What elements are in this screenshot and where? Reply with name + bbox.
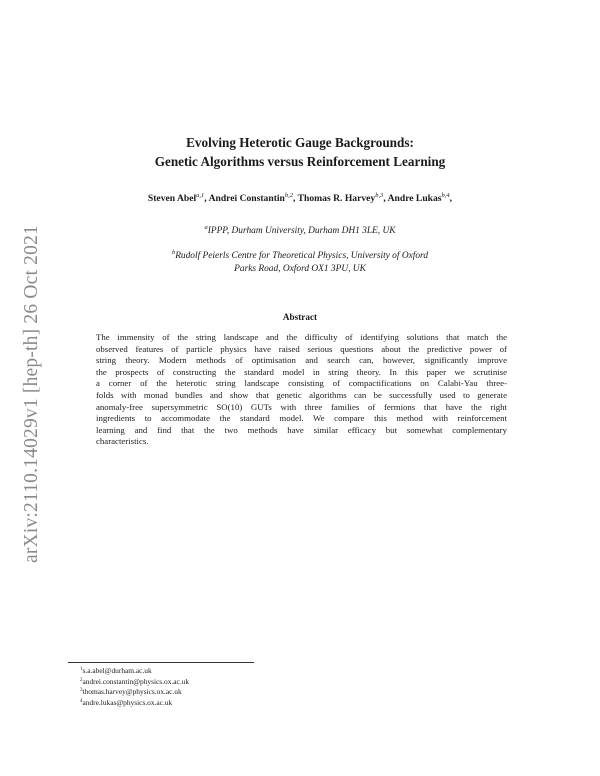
abstract-line: a corner of the heterotic string landscape consisting of compactifications on Calabi-Yau three- [96, 378, 507, 389]
arxiv-stamp-text: arXiv:2110.14029v1 [hep-th] 26 Oct 2021 [21, 225, 43, 563]
affiliation-mark: a [204, 224, 208, 231]
abstract-heading: Abstract [282, 312, 318, 322]
footnote [80, 698, 189, 709]
footnote [80, 677, 189, 688]
abstract-line: anomaly-free supersymmetric SO(10) GUTs with three families of fermions that have the right [96, 401, 507, 412]
author-marks: b,4 [441, 192, 450, 199]
author-name: Thomas R. Harvey [297, 193, 376, 204]
footnote-divider [68, 662, 254, 663]
footnote-email[interactable]: s.a.abel@durham.ac.uk [82, 666, 152, 675]
abstract-line: learning and find that the two methods have similar efficacy but somewhat complementary [96, 424, 507, 435]
affiliation-mark: b [171, 249, 176, 256]
abstract-line: folds with monad bundles and show that genetic algorithms can be successfully used to generate [96, 389, 507, 400]
affiliation-text: Parks Road, Oxford OX1 3PU, UK [234, 264, 366, 274]
footnote-mark: 4 [80, 698, 83, 704]
abstract-line: observed features of particle physics have raised serious questions about the predictive power of [96, 343, 507, 354]
author-separator: , [204, 193, 209, 204]
affiliation-a [60, 225, 540, 238]
title-line-2: Genetic Algorithms versus Reinforcement Learning [154, 154, 446, 169]
author-terminator: , [449, 193, 453, 204]
author-separator: , [293, 193, 298, 204]
abstract-line: ingredients to accommodate the standard model. We compare this method with reinforcement [96, 413, 507, 424]
paper-title [60, 133, 540, 171]
author-separator: , [383, 193, 388, 204]
footnote-email[interactable]: andre.lukas@physics.ox.ac.uk [82, 697, 173, 707]
author-name: Andrei Constantin [208, 193, 285, 204]
affiliation-b [60, 250, 540, 276]
author-name: Steven Abel [147, 193, 197, 204]
author-name: Andre Lukas [387, 193, 442, 204]
footnote-email[interactable]: andrei.constantin@physics.ox.ac.uk [82, 676, 190, 686]
footnote-mark: 1 [80, 667, 83, 672]
title-line-1: Evolving Heterotic Gauge Backgrounds: [186, 135, 414, 150]
author-marks: b,3 [375, 192, 384, 199]
footnote-mark: 3 [80, 688, 83, 694]
footnote-email[interactable]: thomas.harvey@physics.ox.ac.uk [82, 687, 182, 697]
footnote-mark: 2 [80, 677, 83, 683]
abstract-line: the prospects of constructing the standard model in string theory. In this paper we scrutinise [96, 366, 507, 377]
abstract-line: The immensity of the string landscape and the difficulty of identifying solutions that match the [96, 332, 507, 342]
abstract-body [96, 332, 507, 448]
footnotes [80, 666, 189, 708]
arxiv-identifier-stamp [16, 212, 48, 576]
abstract-line: characteristics. [96, 436, 149, 447]
author-marks: a,1 [196, 192, 205, 199]
footnote [80, 687, 189, 698]
author-list [60, 193, 540, 204]
abstract-line: string theory. Modern methods of optimisation and search can, however, significantly improve [96, 355, 507, 366]
affiliation-text: IPPP, Durham University, Durham DH1 3LE, UK [207, 226, 396, 236]
footnote [80, 666, 189, 677]
author-marks: b,2 [284, 192, 294, 199]
affiliation-text: Rudolf Peierls Centre for Theoretical Physics, University of Oxford [175, 251, 429, 261]
